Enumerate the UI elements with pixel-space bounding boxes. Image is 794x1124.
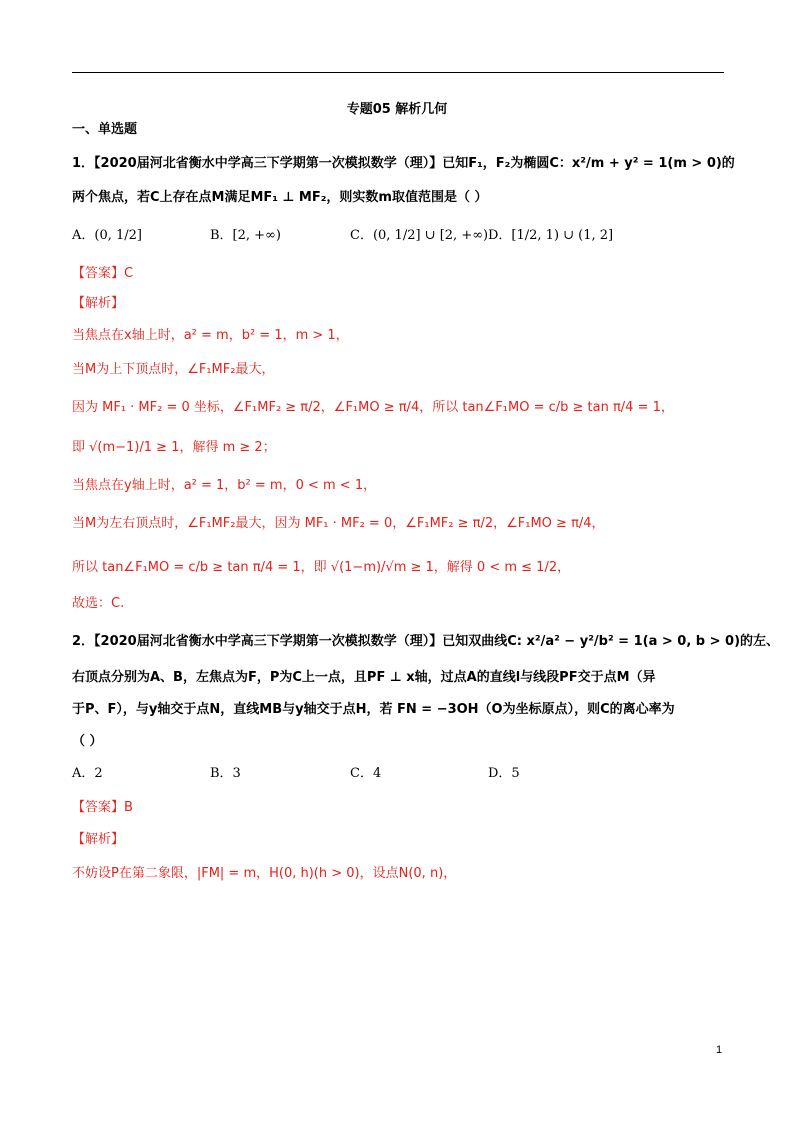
question-1-option-a: A．(0, 1/2] bbox=[72, 228, 142, 243]
question-2-analysis-label: 【解析】 bbox=[72, 832, 125, 847]
question-1-step-4: 即 √(m−1)/1 ≥ 1，解得 m ≥ 2； bbox=[72, 440, 276, 455]
question-1-line-1: 1．【2020届河北省衡水中学高三下学期第一次模拟数学（理）】已知F₁，F₂为椭圆C：x²/m + y² = 1(m > 0)的 bbox=[72, 156, 735, 171]
question-2-option-c: C．4 bbox=[350, 766, 382, 781]
question-1-line-2: 两个焦点，若C上存在点M满足MF₁ ⊥ MF₂，则实数m取值范围是（ ） bbox=[72, 190, 488, 205]
question-2-line-4: （ ） bbox=[72, 734, 103, 749]
page-title: 专题05 解析几何 bbox=[346, 102, 448, 117]
question-2-option-d: D．5 bbox=[488, 766, 520, 781]
question-2-answer: 【答案】B bbox=[72, 800, 133, 815]
question-1-step-5: 当焦点在y轴上时，a² = 1，b² = m，0 < m < 1， bbox=[72, 478, 377, 493]
question-1-step-3: 因为 MF₁ · MF₂ = 0 坐标，∠F₁MF₂ ≥ π/2，∠F₁MO ≥ π/4，所以 tan∠F₁MO = c/b ≥ tan π/4 = 1， bbox=[72, 400, 674, 415]
page-number: 1 bbox=[716, 1044, 723, 1056]
question-1-step-8: 故选：C. bbox=[72, 596, 125, 611]
question-2-line-2: 右顶点分别为A、B，左焦点为F，P为C上一点，且PF ⊥ x轴，过点A的直线l与线段PF交于点M（异 bbox=[72, 670, 656, 685]
question-1-step-7: 所以 tan∠F₁MO = c/b ≥ tan π/4 = 1，即 √(1−m)/√m ≥ 1，解得 0 < m ≤ 1/2， bbox=[72, 560, 571, 575]
question-1-step-2: 当M为上下顶点时，∠F₁MF₂最大， bbox=[72, 362, 275, 377]
question-1-option-c: C．(0, 1/2] ∪ [2, +∞) bbox=[350, 228, 489, 243]
question-1-analysis-label: 【解析】 bbox=[72, 296, 125, 311]
question-1-step-1: 当焦点在x轴上时，a² = m，b² = 1，m > 1， bbox=[72, 328, 349, 343]
question-2-option-b: B．3 bbox=[210, 766, 241, 781]
question-2-step-1: 不妨设P在第二象限，|FM| = m，H(0, h)(h > 0)，设点N(0, n)， bbox=[72, 866, 457, 881]
question-2-line-1: 2．【2020届河北省衡水中学高三下学期第一次模拟数学（理）】已知双曲线C: x²/a² − y²/b² = 1(a > 0, b > 0)的左、 bbox=[72, 634, 780, 649]
question-1-answer: 【答案】C bbox=[72, 266, 134, 281]
header-rule bbox=[72, 72, 724, 73]
section-heading: 一、单选题 bbox=[72, 122, 138, 137]
question-1-option-d: D．[1/2, 1) ∪ (1, 2] bbox=[488, 228, 614, 243]
question-2-line-3: 于P、F），与y轴交于点N，直线MB与y轴交于点H，若 FN = −3OH（O为坐标原点），则C的离心率为 bbox=[72, 702, 675, 717]
question-1-step-6: 当M为左右顶点时，∠F₁MF₂最大，因为 MF₁ · MF₂ = 0，∠F₁MF₂ ≥ π/2，∠F₁MO ≥ π/4， bbox=[72, 516, 605, 531]
question-2-option-a: A．2 bbox=[72, 766, 103, 781]
question-1-option-b: B．[2, +∞) bbox=[210, 228, 281, 243]
